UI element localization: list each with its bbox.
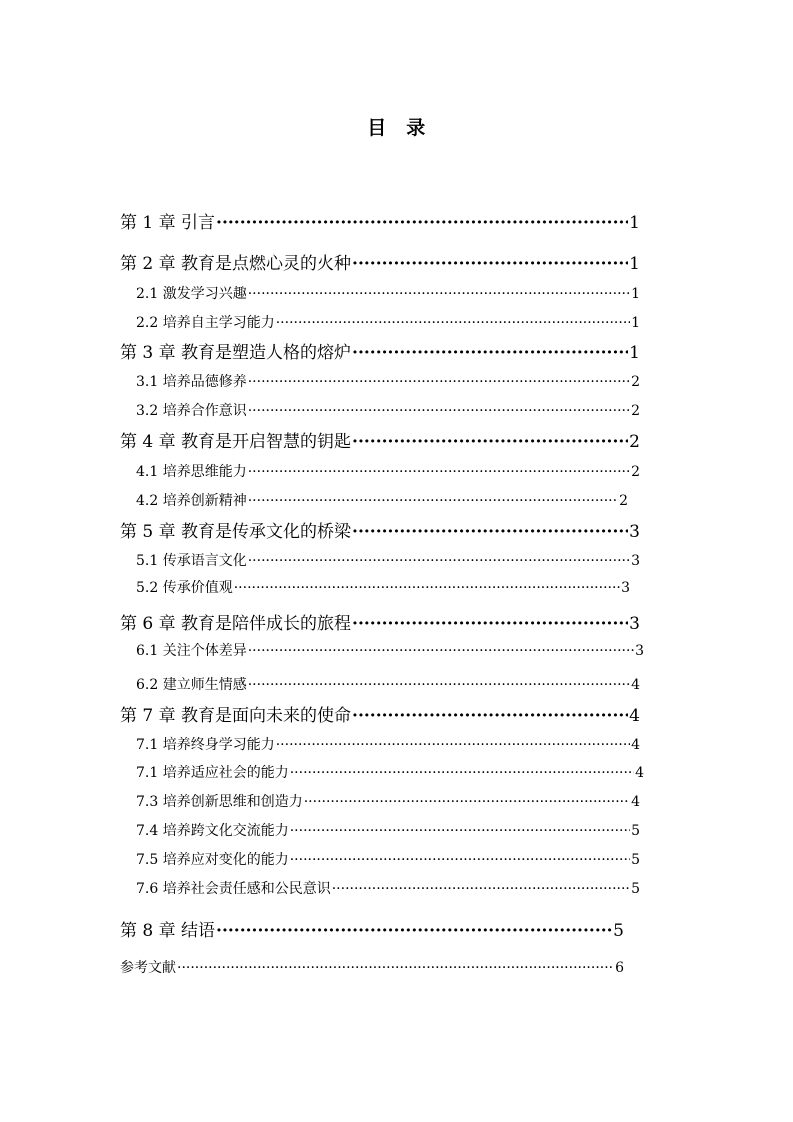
dot-leader	[248, 553, 630, 569]
dot-leader	[234, 580, 620, 596]
entry-page-number: 4	[631, 794, 640, 810]
entry-label: 第 6 章 教育是陪伴成长的旅程	[120, 614, 352, 634]
entry-page-number: 2	[619, 493, 628, 509]
entry-label: 6.1 关注个体差异	[136, 643, 247, 659]
dot-leader	[352, 614, 628, 634]
toc-entry-section-7-1b[interactable]	[136, 762, 644, 782]
toc-entry-chapter-6[interactable]	[120, 609, 640, 634]
entry-label: 7.1 培养终身学习能力	[136, 737, 275, 753]
entry-page-number: 1	[629, 343, 640, 363]
entry-label: 6.2 建立师生情感	[136, 677, 247, 693]
dot-leader	[352, 432, 628, 452]
entry-label: 7.3 培养创新思维和创造力	[136, 794, 303, 810]
toc-entry-section-7-4[interactable]	[136, 820, 640, 840]
entry-page-number: 5	[631, 881, 640, 897]
entry-page-number: 1	[629, 254, 640, 274]
entry-page-number: 5	[613, 921, 624, 941]
entry-label: 第 4 章 教育是开启智慧的钥匙	[120, 432, 352, 452]
toc-entry-chapter-1[interactable]	[120, 208, 640, 233]
entry-label: 3.1 培养品德修养	[136, 374, 247, 390]
toc-entry-section-3-2[interactable]	[136, 400, 640, 420]
toc-entry-section-7-1[interactable]	[136, 734, 640, 754]
entry-page-number: 3	[629, 522, 640, 542]
toc-entry-section-7-5[interactable]	[136, 849, 640, 869]
dot-leader	[290, 823, 630, 839]
entry-page-number: 1	[631, 286, 640, 302]
toc-entry-section-2-1[interactable]	[136, 283, 640, 303]
entry-label: 参考文献	[120, 960, 176, 976]
entry-page-number: 2	[631, 374, 640, 390]
entry-label: 7.1 培养适应社会的能力	[136, 765, 289, 781]
entry-label: 7.6 培养社会责任感和公民意识	[136, 881, 331, 897]
entry-page-number: 4	[629, 706, 640, 726]
entry-label: 第 5 章 教育是传承文化的桥梁	[120, 522, 352, 542]
toc-entry-chapter-2[interactable]	[120, 249, 640, 274]
entry-label: 第 1 章 引言	[120, 213, 216, 233]
entry-page-number: 3	[629, 614, 640, 634]
toc-entry-chapter-5[interactable]	[120, 517, 640, 542]
dot-leader	[276, 737, 630, 753]
entry-label: 第 7 章 教育是面向未来的使命	[120, 706, 352, 726]
toc-entry-section-5-1[interactable]	[136, 550, 640, 570]
toc-entry-section-6-2[interactable]	[136, 674, 640, 694]
dot-leader	[352, 254, 628, 274]
entry-page-number: 5	[631, 823, 640, 839]
toc-entry-chapter-3[interactable]	[120, 338, 640, 363]
entry-label: 第 3 章 教育是塑造人格的熔炉	[120, 343, 352, 363]
entry-page-number: 2	[631, 464, 640, 480]
entry-page-number: 3	[631, 553, 640, 569]
toc-entry-section-4-1[interactable]	[136, 461, 640, 481]
dot-leader	[248, 374, 630, 390]
toc-title: 目 录	[367, 117, 426, 139]
entry-label: 2.1 激发学习兴趣	[136, 286, 247, 302]
entry-page-number: 3	[621, 580, 630, 596]
dot-leader	[332, 881, 630, 897]
toc-entry-section-4-2[interactable]	[136, 490, 628, 510]
entry-page-number: 2	[631, 403, 640, 419]
toc-entry-section-7-3[interactable]	[136, 791, 640, 811]
entry-label: 5.2 传承价值观	[136, 580, 233, 596]
entry-label: 第 2 章 教育是点燃心灵的火种	[120, 254, 352, 274]
dot-leader	[216, 213, 628, 233]
entry-label: 7.5 培养应对变化的能力	[136, 852, 289, 868]
entry-label: 4.2 培养创新精神	[136, 493, 247, 509]
toc-entry-section-5-2[interactable]	[136, 577, 630, 597]
dot-leader	[352, 522, 628, 542]
entry-page-number: 5	[631, 852, 640, 868]
entry-label: 7.4 培养跨文化交流能力	[136, 823, 289, 839]
entry-page-number: 4	[631, 737, 640, 753]
entry-label: 第 8 章 结语	[120, 921, 216, 941]
dot-leader	[276, 315, 630, 331]
entry-label: 5.1 传承语言文化	[136, 553, 247, 569]
entry-page-number: 2	[629, 432, 640, 452]
toc-entry-chapter-8[interactable]	[120, 916, 624, 941]
toc-entry-section-2-2[interactable]	[136, 312, 640, 332]
entry-page-number: 6	[615, 960, 624, 976]
toc-entry-chapter-7[interactable]	[120, 701, 640, 726]
entry-label: 2.2 培养自主学习能力	[136, 315, 275, 331]
dot-leader	[290, 852, 630, 868]
entry-label: 3.2 培养合作意识	[136, 403, 247, 419]
dot-leader	[352, 706, 628, 726]
dot-leader	[216, 921, 612, 941]
dot-leader	[352, 343, 628, 363]
dot-leader	[177, 960, 614, 976]
toc-entry-section-7-6[interactable]	[136, 878, 640, 898]
toc-entry-section-6-1[interactable]	[136, 640, 644, 660]
dot-leader	[290, 765, 634, 781]
dot-leader	[248, 286, 630, 302]
entry-page-number: 1	[629, 213, 640, 233]
entry-page-number: 4	[635, 765, 644, 781]
entry-page-number: 3	[635, 643, 644, 659]
toc-entry-section-3-1[interactable]	[136, 371, 640, 391]
dot-leader	[304, 794, 630, 810]
toc-entry-chapter-4[interactable]	[120, 427, 640, 452]
toc-entry-references[interactable]	[120, 957, 624, 977]
entry-page-number: 1	[631, 315, 640, 331]
entry-page-number: 4	[631, 677, 640, 693]
dot-leader	[248, 643, 634, 659]
dot-leader	[248, 464, 630, 480]
dot-leader	[248, 493, 618, 509]
dot-leader	[248, 677, 630, 693]
entry-label: 4.1 培养思维能力	[136, 464, 247, 480]
dot-leader	[248, 403, 630, 419]
